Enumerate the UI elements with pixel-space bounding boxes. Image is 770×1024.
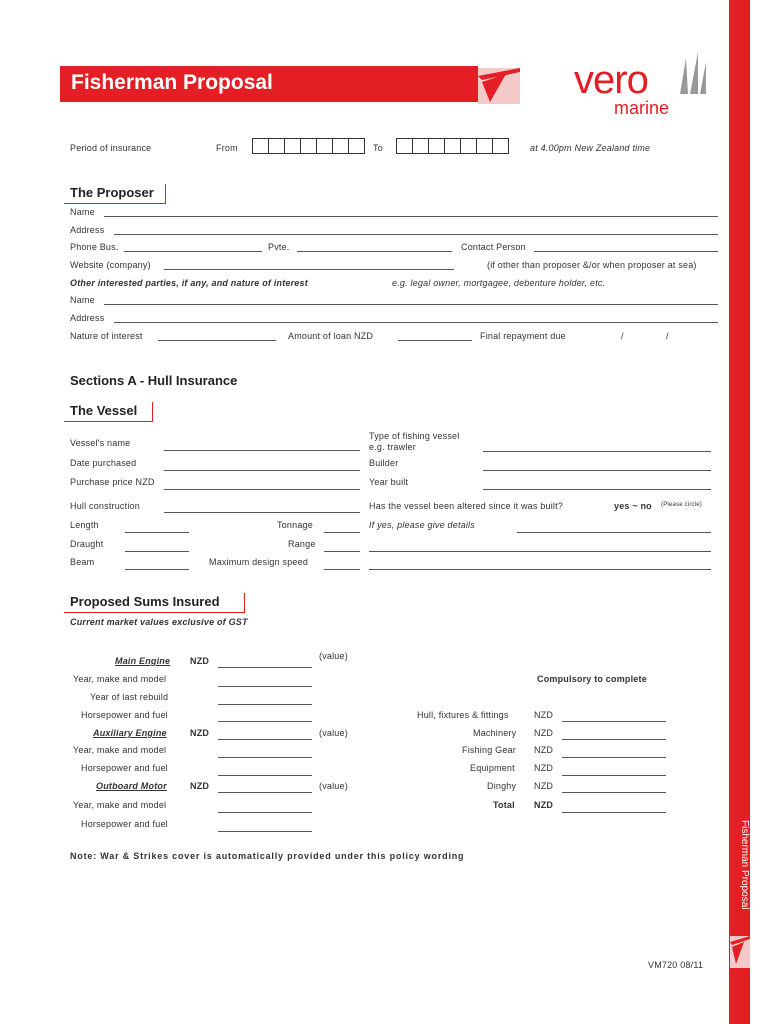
- website-field[interactable]: [164, 269, 454, 270]
- main-engine-year-field[interactable]: [218, 686, 312, 687]
- details-field-2[interactable]: [369, 551, 711, 552]
- hp-fuel-label: Horsepower and fuel: [81, 819, 168, 829]
- side-label: Fisherman Proposal: [739, 820, 750, 910]
- draught-field[interactable]: [125, 551, 189, 552]
- nzd-label: NZD: [190, 728, 210, 738]
- purchase-price-label: Purchase price NZD: [70, 477, 155, 487]
- nature-field[interactable]: [158, 340, 276, 341]
- tonnage-label: Tonnage: [277, 520, 313, 530]
- rebuild-label: Year of last rebuild: [90, 692, 169, 702]
- year-built-field[interactable]: [483, 489, 711, 490]
- website-note: (if other than proposer &/or when proposer at sea): [487, 260, 697, 270]
- length-label: Length: [70, 520, 99, 530]
- year-make-label: Year, make and model: [73, 800, 167, 810]
- heading-bracket: [64, 402, 153, 422]
- machinery-label: Machinery: [473, 728, 517, 738]
- date-purchased-label: Date purchased: [70, 458, 137, 468]
- if-yes-label: [369, 520, 475, 530]
- altered-label: Has the vessel been altered since it was built?: [369, 501, 564, 511]
- hull-fix-field[interactable]: [562, 721, 666, 722]
- nzd-label: NZD: [190, 781, 210, 791]
- to-date-boxes[interactable]: [396, 138, 509, 154]
- vessel-heading: The Vessel: [70, 403, 138, 418]
- hp-fuel-label: Horsepower and fuel: [81, 763, 168, 773]
- repayment-label: Final repayment due: [480, 331, 566, 341]
- page-title: Fisherman Proposal: [71, 71, 273, 94]
- fishing-gear-label: Fishing Gear: [462, 745, 516, 755]
- aux-engine-label: Auxiliary Engine: [93, 728, 167, 738]
- builder-field[interactable]: [483, 470, 711, 471]
- hp-fuel-field[interactable]: [218, 721, 312, 722]
- contact-label: Contact Person: [461, 242, 526, 252]
- other-parties-label: Other interested parties, if any, and nature of interest: [70, 278, 308, 288]
- yes-no-choice[interactable]: yes ~ no: [614, 501, 652, 511]
- year-built-label: Year built: [369, 477, 409, 487]
- phone-bus-label: Phone Bus.: [70, 242, 119, 252]
- nzd-label: NZD: [534, 710, 554, 720]
- brand-logo: vero: [574, 58, 648, 102]
- vessel-name-label: Vessel's name: [70, 438, 131, 448]
- year-make-label: Year, make and model: [73, 674, 167, 684]
- name2-field[interactable]: [104, 304, 718, 305]
- type-field[interactable]: [483, 451, 711, 452]
- time-note: at 4.00pm New Zealand time: [530, 143, 651, 153]
- hull-field[interactable]: [164, 512, 360, 513]
- section-a-heading: Sections A - Hull Insurance: [70, 373, 238, 388]
- value-label: (value): [319, 781, 348, 791]
- hull-fix-label: Hull, fixtures & fittings: [417, 710, 509, 720]
- circle-note: (Please circle): [661, 502, 703, 508]
- outboard-value-field[interactable]: [218, 792, 312, 793]
- speed-label: Maximum design speed: [209, 557, 309, 567]
- date-purchased-field[interactable]: [164, 470, 360, 471]
- aux-engine-value-field[interactable]: [218, 739, 312, 740]
- equipment-label: Equipment: [470, 763, 515, 773]
- total-label: Total: [493, 800, 515, 810]
- beam-field[interactable]: [125, 569, 189, 570]
- tonnage-field[interactable]: [324, 532, 360, 533]
- heading-bracket: [64, 184, 166, 204]
- side-flag-icon: [730, 936, 750, 968]
- nature-label: Nature of interest: [70, 331, 143, 341]
- nzd-label: NZD: [534, 728, 554, 738]
- range-label: Range: [288, 539, 316, 549]
- draught-label: Draught: [70, 539, 104, 549]
- name-label: Name: [70, 207, 95, 217]
- total-field[interactable]: [562, 812, 666, 813]
- range-field[interactable]: [324, 551, 360, 552]
- name2-label: Name: [70, 295, 95, 305]
- date-slash: /: [621, 331, 624, 341]
- nzd-label: NZD: [534, 781, 554, 791]
- nzd-label: NZD: [534, 745, 554, 755]
- value-label: (value): [319, 728, 348, 738]
- pvte-field[interactable]: [297, 251, 452, 252]
- sail-logo-icon: [676, 50, 710, 96]
- length-field[interactable]: [125, 532, 189, 533]
- contact-field[interactable]: [534, 251, 718, 252]
- dinghy-field[interactable]: [562, 792, 666, 793]
- vessel-name-field[interactable]: [164, 450, 360, 451]
- pvte-label: Pvte.: [268, 242, 290, 252]
- address2-field[interactable]: [114, 322, 718, 323]
- proposer-heading: The Proposer: [70, 185, 154, 200]
- details-field-3[interactable]: [369, 569, 711, 570]
- speed-field[interactable]: [324, 569, 360, 570]
- website-label: Website (company): [70, 260, 151, 270]
- nzd-label: NZD: [534, 763, 554, 773]
- loan-field[interactable]: [398, 340, 472, 341]
- heading-bracket: [64, 593, 245, 613]
- builder-label: Builder: [369, 458, 399, 468]
- nzd-label: NZD: [190, 656, 210, 666]
- year-make-label: Year, make and model: [73, 745, 167, 755]
- details-field[interactable]: [517, 532, 711, 533]
- nzd-label: NZD: [534, 800, 554, 810]
- other-parties-eg: e.g. legal owner, mortgagee, debenture holder, etc.: [392, 278, 606, 288]
- outboard-year-field[interactable]: [218, 812, 312, 813]
- equipment-field[interactable]: [562, 775, 666, 776]
- outboard-hp-field[interactable]: [218, 831, 312, 832]
- period-label: Period of insurance: [70, 143, 152, 153]
- outboard-label: Outboard Motor: [96, 781, 167, 791]
- aux-hp-field[interactable]: [218, 775, 312, 776]
- dinghy-label: Dinghy: [487, 781, 517, 791]
- brand-sub: marine: [614, 98, 670, 118]
- to-label: To: [373, 143, 383, 153]
- value-label: (value): [319, 651, 348, 661]
- phone-bus-field[interactable]: [124, 251, 262, 252]
- main-engine-label: Main Engine: [115, 656, 171, 666]
- beam-label: Beam: [70, 557, 95, 567]
- sums-subheading: Current market values exclusive of GST: [70, 617, 248, 627]
- if-yes-text: If yes, please give details: [369, 520, 475, 530]
- fishing-gear-field[interactable]: [562, 757, 666, 758]
- machinery-field[interactable]: [562, 739, 666, 740]
- hp-fuel-label: Horsepower and fuel: [81, 710, 168, 720]
- address2-label: Address: [70, 313, 105, 323]
- purchase-price-field[interactable]: [164, 489, 360, 490]
- date-slash: /: [666, 331, 669, 341]
- address-label: Address: [70, 225, 105, 235]
- rebuild-field[interactable]: [218, 704, 312, 705]
- brand-flag-icon: [478, 68, 520, 104]
- war-strikes-note: Note: War & Strikes cover is automatically provided under this policy wording: [70, 851, 465, 861]
- loan-label: Amount of loan NZD: [288, 331, 374, 341]
- name-field[interactable]: [104, 216, 718, 217]
- aux-year-field[interactable]: [218, 757, 312, 758]
- compulsory-label: Compulsory to complete: [537, 674, 647, 684]
- footer-code: VM720 08/11: [648, 960, 704, 970]
- hull-label: Hull construction: [70, 501, 140, 511]
- type-eg: e.g. trawler: [369, 442, 416, 452]
- from-date-boxes[interactable]: [252, 138, 365, 154]
- main-engine-value-field[interactable]: [218, 667, 312, 668]
- from-label: From: [216, 143, 238, 153]
- address-field[interactable]: [114, 234, 718, 235]
- type-label: Type of fishing vessel: [369, 431, 460, 441]
- sums-heading: Proposed Sums Insured: [70, 594, 220, 609]
